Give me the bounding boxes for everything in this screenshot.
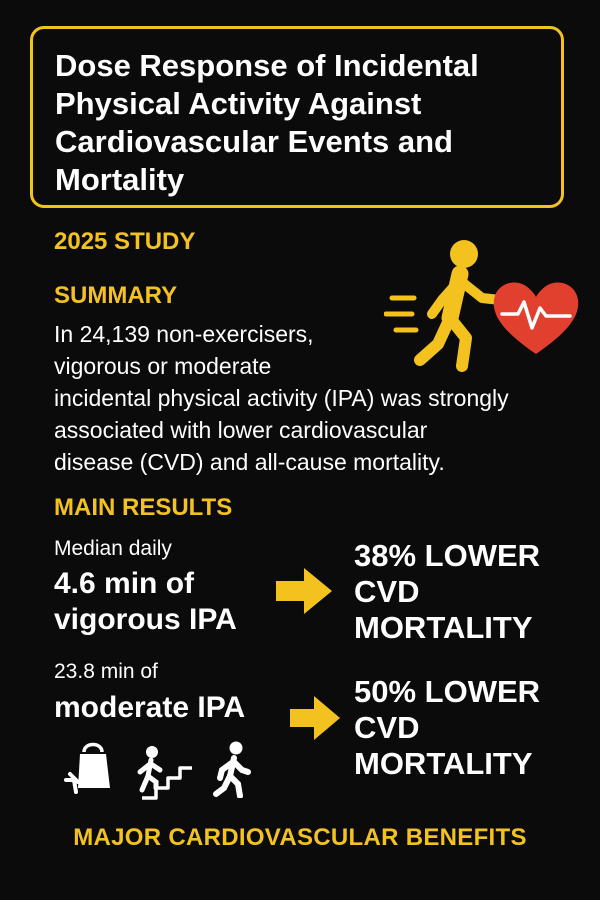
study-label: 2025 STUDY	[54, 228, 196, 255]
result-2-outcome-line: MORTALITY	[354, 746, 533, 781]
result-2-outcome-line: 50% LOWER	[354, 674, 541, 709]
result-2-outcome-line: CVD	[354, 710, 420, 745]
walking-person-heart-icon	[384, 236, 580, 376]
result-1-outcome-line: MORTALITY	[354, 610, 533, 645]
summary-line: associated with lower cardiovascular	[54, 417, 428, 443]
result-1-dose-line: vigorous IPA	[54, 603, 237, 636]
result-1-intro: Median daily	[54, 537, 172, 560]
result-2-dose	[54, 690, 245, 726]
shopping-bag-carry-icon	[62, 740, 112, 798]
arrow-right-icon	[290, 696, 340, 740]
summary-line: vigorous or moderate	[54, 353, 272, 379]
summary-line: incidental physical activity (IPA) was strongly	[54, 385, 509, 411]
result-1-outcome-line: CVD	[354, 574, 420, 609]
result-1-dose	[54, 566, 237, 638]
result-2-intro: 23.8 min of	[54, 660, 158, 683]
title-box	[30, 26, 564, 208]
footer-banner: MAJOR CARDIOVASCULAR BENEFITS	[73, 824, 527, 851]
page-title: Dose Response of Incidental Physical Activity Against Cardiovascular Events and Mortality	[55, 48, 479, 197]
walking-person-icon	[208, 740, 258, 798]
result-2-dose-line: moderate IPA	[54, 691, 246, 724]
summary-heading: SUMMARY	[54, 282, 178, 309]
arrow-right-icon	[276, 568, 332, 614]
main-results-heading: MAIN RESULTS	[54, 494, 233, 521]
stairs-climbing-icon	[132, 742, 194, 800]
summary-line: In 24,139 non-exercisers,	[54, 321, 314, 347]
result-1-outcome-line: 38% LOWER	[354, 538, 541, 573]
result-1-outcome	[354, 538, 540, 646]
result-2-outcome	[354, 674, 540, 782]
summary-line: disease (CVD) and all-cause mortality.	[54, 449, 445, 475]
result-1-dose-line: 4.6 min of	[54, 567, 195, 600]
